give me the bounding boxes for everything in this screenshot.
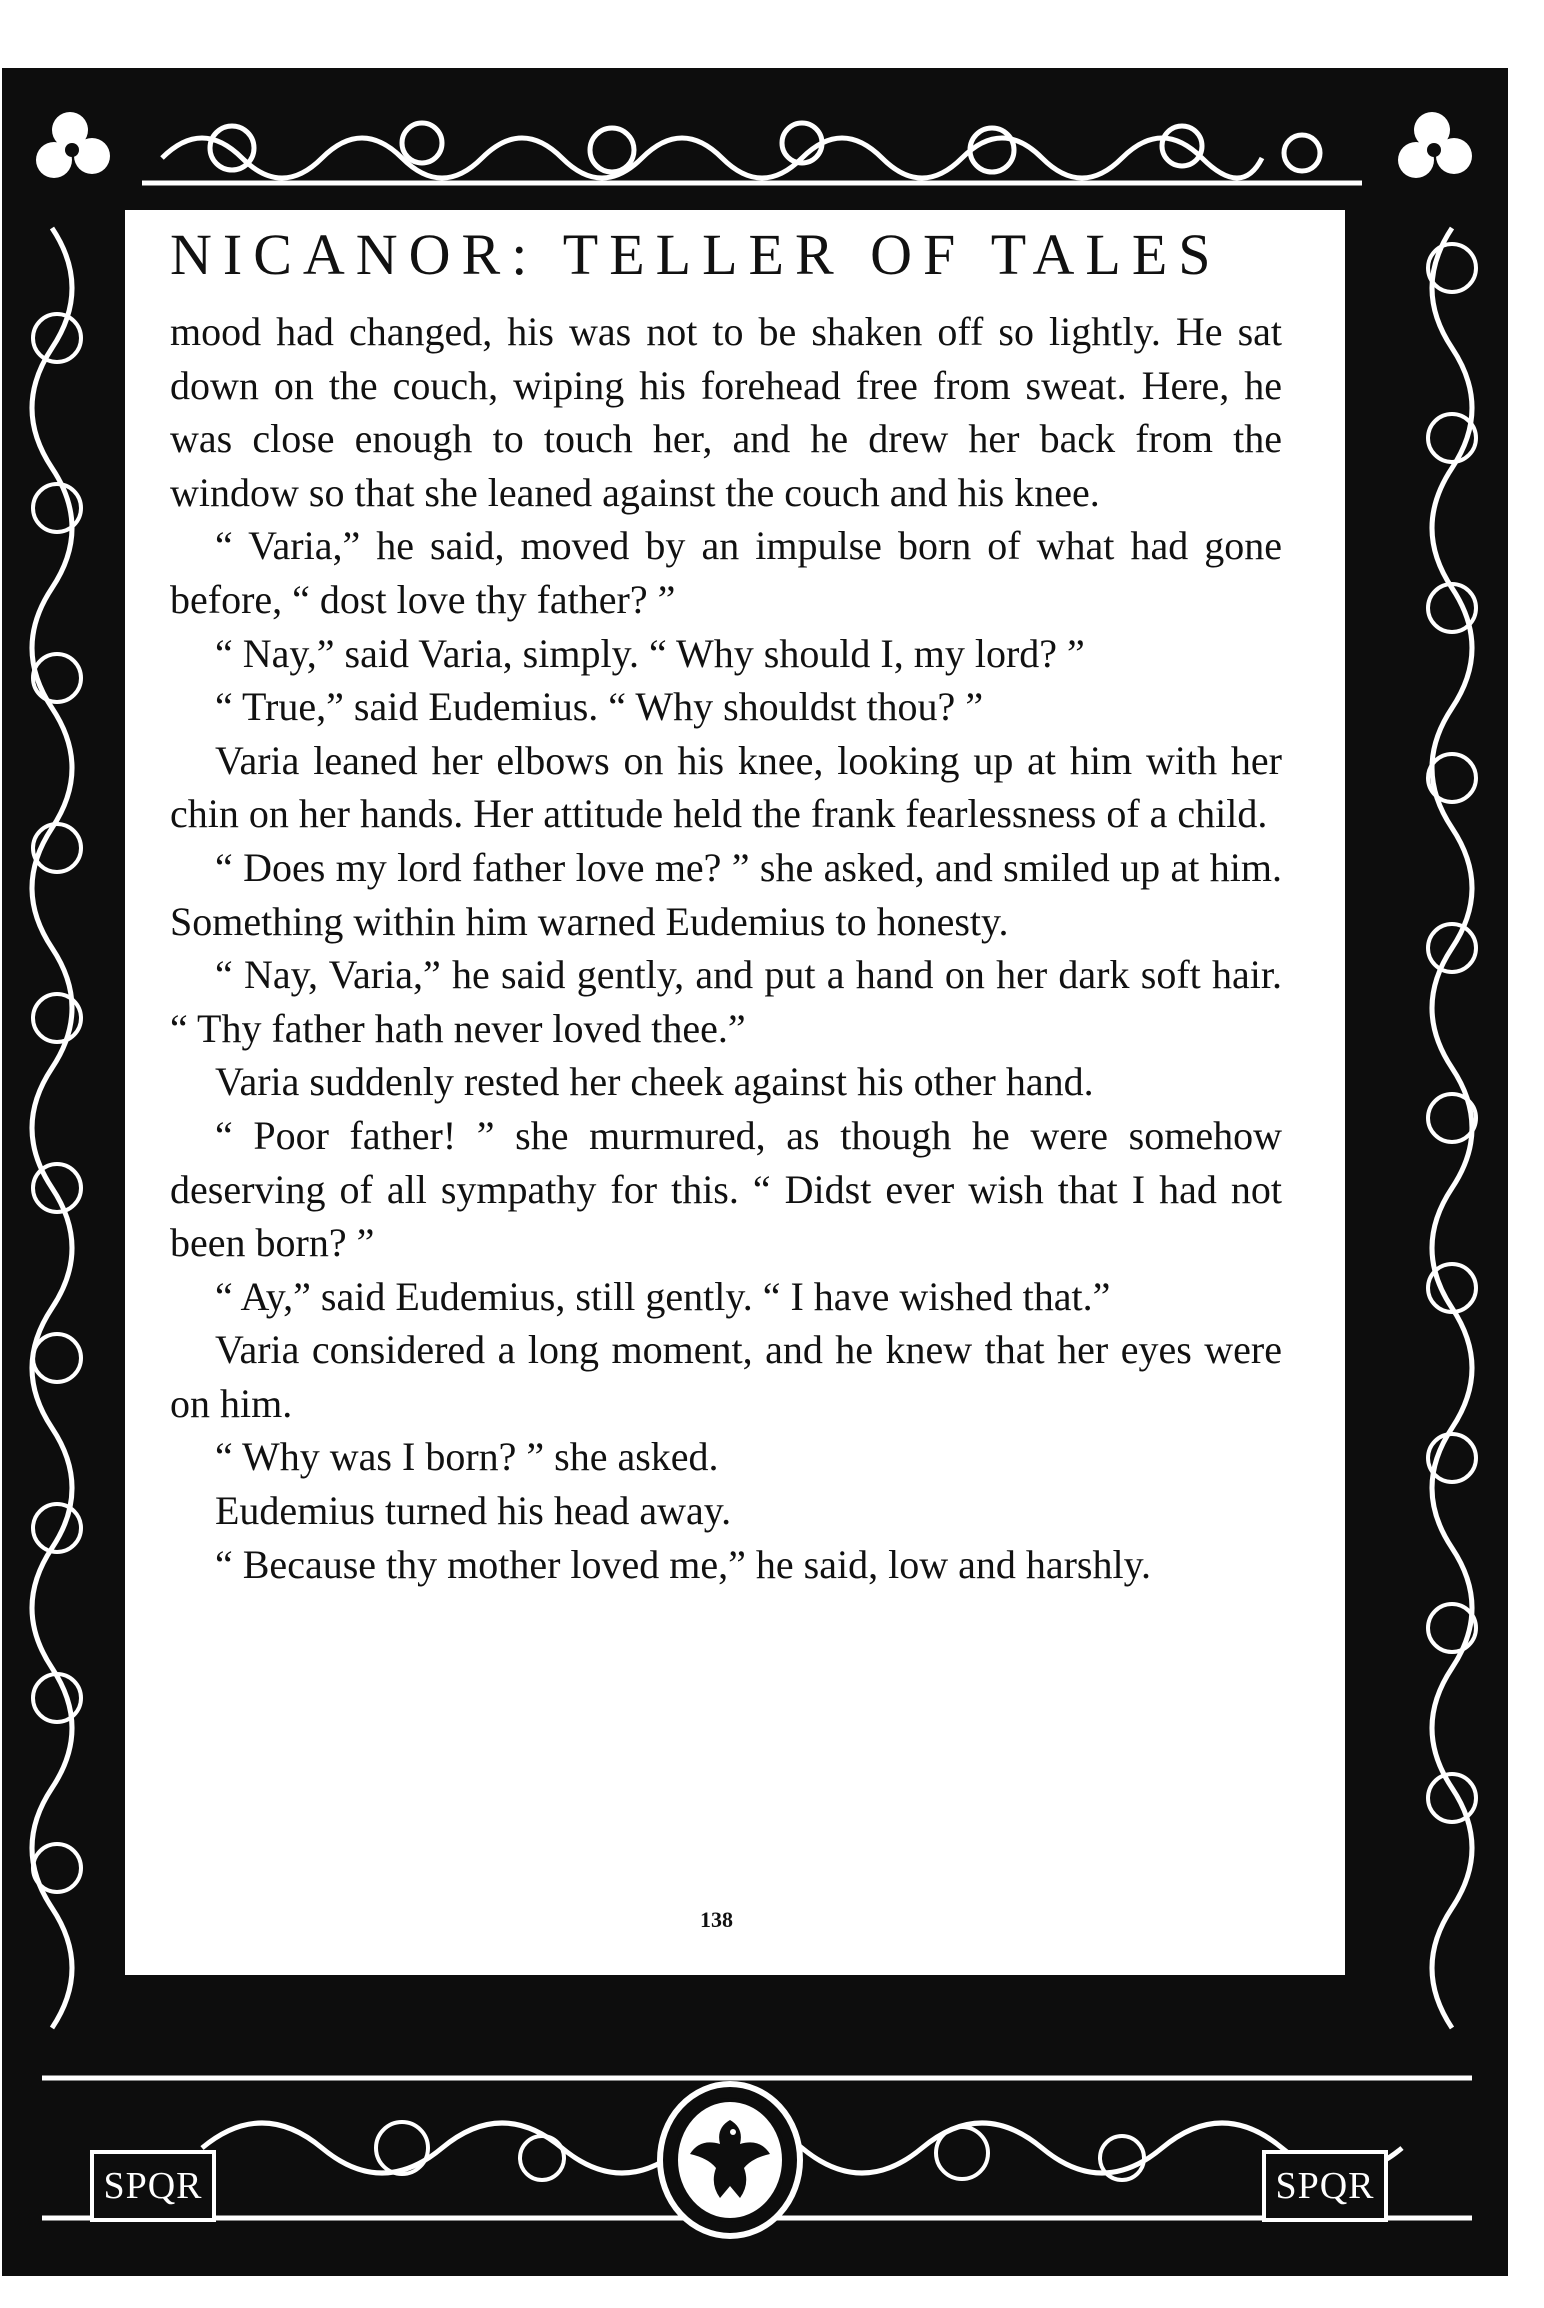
paragraph: “ Ay,” said Eudemius, still gently. “ I have wished that.” (215, 1273, 1111, 1319)
paragraph: Varia considered a long moment, and he knew that her eyes were on him. (170, 1327, 1282, 1426)
paragraph: “ Poor father! ” she murmured, as though he were somehow deserving of all sympathy for this. “ Didst ever wish that I had not been born? ” (170, 1112, 1282, 1266)
page-number: 138 (700, 1907, 733, 1932)
spqr-emblem-left-text: SPQR (103, 2165, 203, 2207)
paragraph: “ Does my lord father love me? ” she asked, and smiled up at him. Something within him warned Eudemius to honesty. (170, 844, 1282, 944)
spqr-emblem-right (1262, 2150, 1388, 2222)
spqr-emblem-left (90, 2150, 216, 2222)
body-text (170, 305, 1282, 1591)
paragraph: “ Why was I born? ” she asked. (215, 1434, 719, 1480)
running-head: NICANOR: TELLER OF TALES (170, 222, 1222, 287)
paragraph: “ True,” said Eudemius. “ Why shouldst thou? ” (215, 684, 984, 730)
paragraph: Varia leaned her elbows on his knee, looking up at him with her chin on her hands. Her attitude held the frank fearlessness of a child. (170, 737, 1282, 837)
paragraph: “ Varia,” he said, moved by an impulse born of what had gone before, “ dost love thy father? ” (170, 523, 1282, 622)
paragraph: Varia suddenly rested her cheek against his other hand. (215, 1059, 1094, 1105)
paragraph: “ Nay,” said Varia, simply. “ Why should I, my lord? ” (215, 630, 1085, 676)
spqr-emblem-right-text: SPQR (1275, 2165, 1375, 2207)
paragraph: “ Nay, Varia,” he said gently, and put a hand on her dark soft hair. “ Thy father hath never loved thee.” (170, 952, 1282, 1051)
paragraph: Eudemius turned his head away. (215, 1488, 732, 1534)
paragraph: mood had changed, his was not to be shaken off so lightly. He sat down on the couch, wiping his forehead free from sweat. Here, he was close enough to touch her, and he drew her back from the window so that she leaned against the couch and his knee. (170, 309, 1282, 515)
paragraph: “ Because thy mother loved me,” he said, low and harshly. (215, 1541, 1152, 1587)
eagle-medallion-icon (655, 2080, 805, 2240)
